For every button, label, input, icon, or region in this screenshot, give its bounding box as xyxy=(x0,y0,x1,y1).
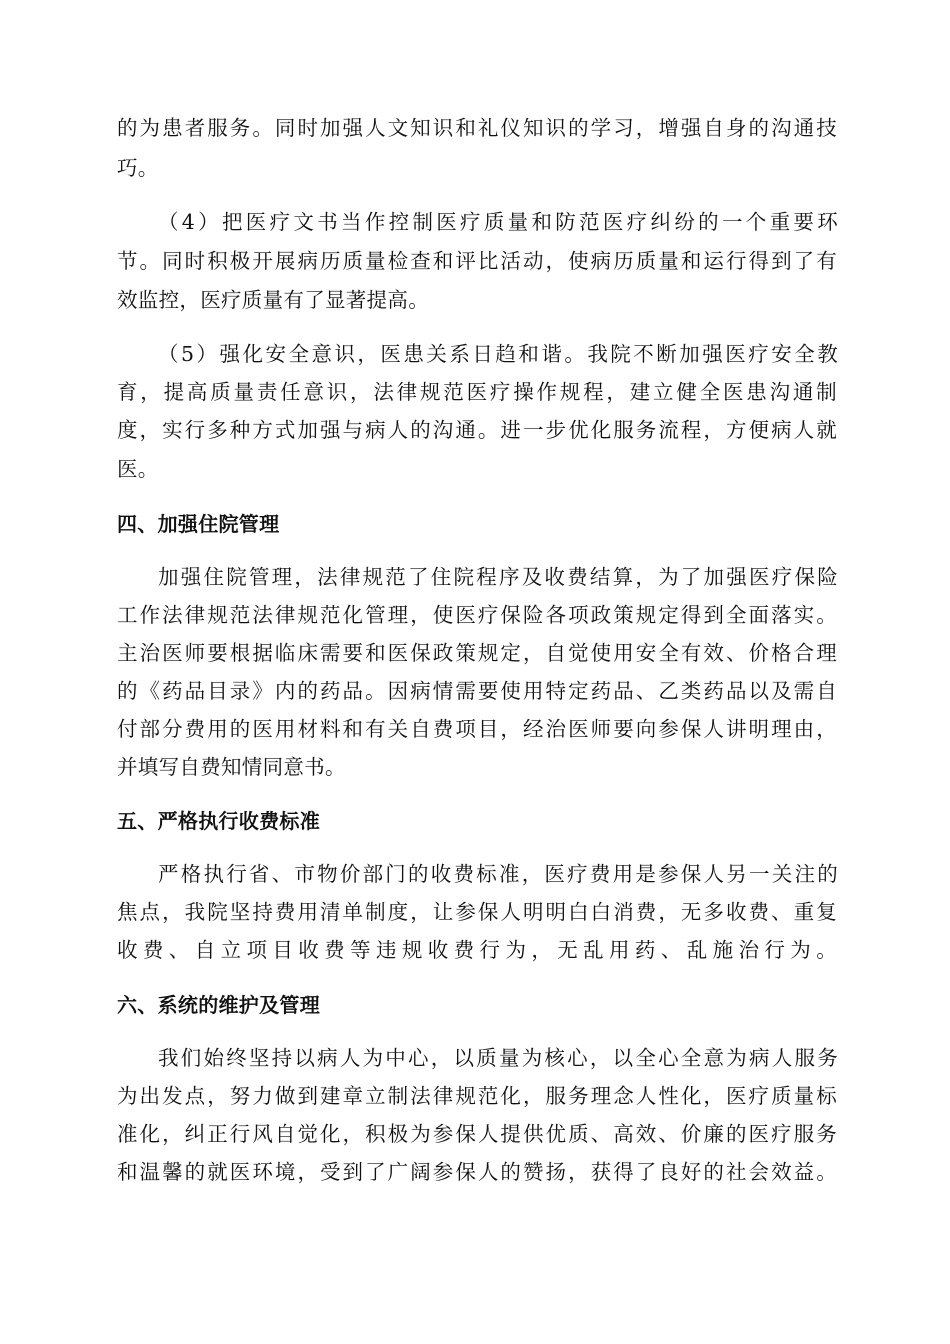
paragraph-line: 巧。 xyxy=(117,156,159,180)
paragraph-line: 付部分费用的医用材料和有关自费项目，经治医师要向参保人讲明理由， xyxy=(117,717,839,741)
paragraph-line: 度，实行多种方式加强与病人的沟通。进一步优化服务流程，方便病人就 xyxy=(117,418,839,442)
paragraph-line: 准化，纠正行风自觉化，积极为参保人提供优质、高效、价廉的医疗服务 xyxy=(117,1122,839,1146)
paragraph-line: 和温馨的就医环境，受到了广阔参保人的赞扬，获得了良好的社会效益。 xyxy=(117,1160,839,1184)
paragraph-line: 加强住院管理，法律规范了住院程序及收费结算，为了加强医疗保险 xyxy=(158,565,840,589)
paragraph-line: 主治医师要根据临床需要和医保政策规定，自觉使用安全有效、价格合理 xyxy=(117,641,839,665)
paragraph-line: 并填写自费知情同意书。 xyxy=(117,755,346,779)
paragraph-line: 的《药品目录》内的药品。因病情需要使用特定药品、乙类药品以及需自 xyxy=(117,679,839,703)
paragraph-line: 焦点，我院坚持费用清单制度，让参保人明明白白消费，无多收费、重复 xyxy=(117,900,839,924)
paragraph-line: 效监控，医疗质量有了显著提高。 xyxy=(117,288,429,312)
paragraph-line: 节。同时积极开展病历质量检查和评比活动，使病历质量和运行得到了有 xyxy=(117,249,839,273)
paragraph-line: 育，提高质量责任意识，法律规范医疗操作规程，建立健全医患沟通制 xyxy=(117,380,840,404)
section-heading: 六、系统的维护及管理 xyxy=(117,993,320,1017)
paragraph-line: 为出发点，努力做到建章立制法律规范化，服务理念人性化，医疗质量标 xyxy=(117,1084,839,1108)
paragraph-line: 的为患者服务。同时加强人文知识和礼仪知识的学习，增强自身的沟通技 xyxy=(117,116,839,140)
section-heading: 五、严格执行收费标准 xyxy=(117,809,320,833)
paragraph-line: （5）强化安全意识，医患关系日趋和谐。我院不断加强医疗安全教 xyxy=(158,342,841,366)
paragraph-line: 医。 xyxy=(117,457,159,481)
paragraph-line: 收费、自立项目收费等违规收费行为，无乱用药、乱施治行为。 xyxy=(117,938,843,962)
paragraph-line: 严格执行省、市物价部门的收费标准，医疗费用是参保人另一关注的 xyxy=(158,862,840,886)
paragraph-line: 我们始终坚持以病人为中心，以质量为核心，以全心全意为病人服务 xyxy=(158,1046,840,1070)
section-heading: 四、加强住院管理 xyxy=(117,512,280,536)
paragraph-line: （4）把医疗文书当作控制医疗质量和防范医疗纠纷的一个重要环 xyxy=(158,210,842,234)
paragraph-line: 工作法律规范法律规范化管理，使医疗保险各项政策规定得到全面落实。 xyxy=(117,603,839,627)
